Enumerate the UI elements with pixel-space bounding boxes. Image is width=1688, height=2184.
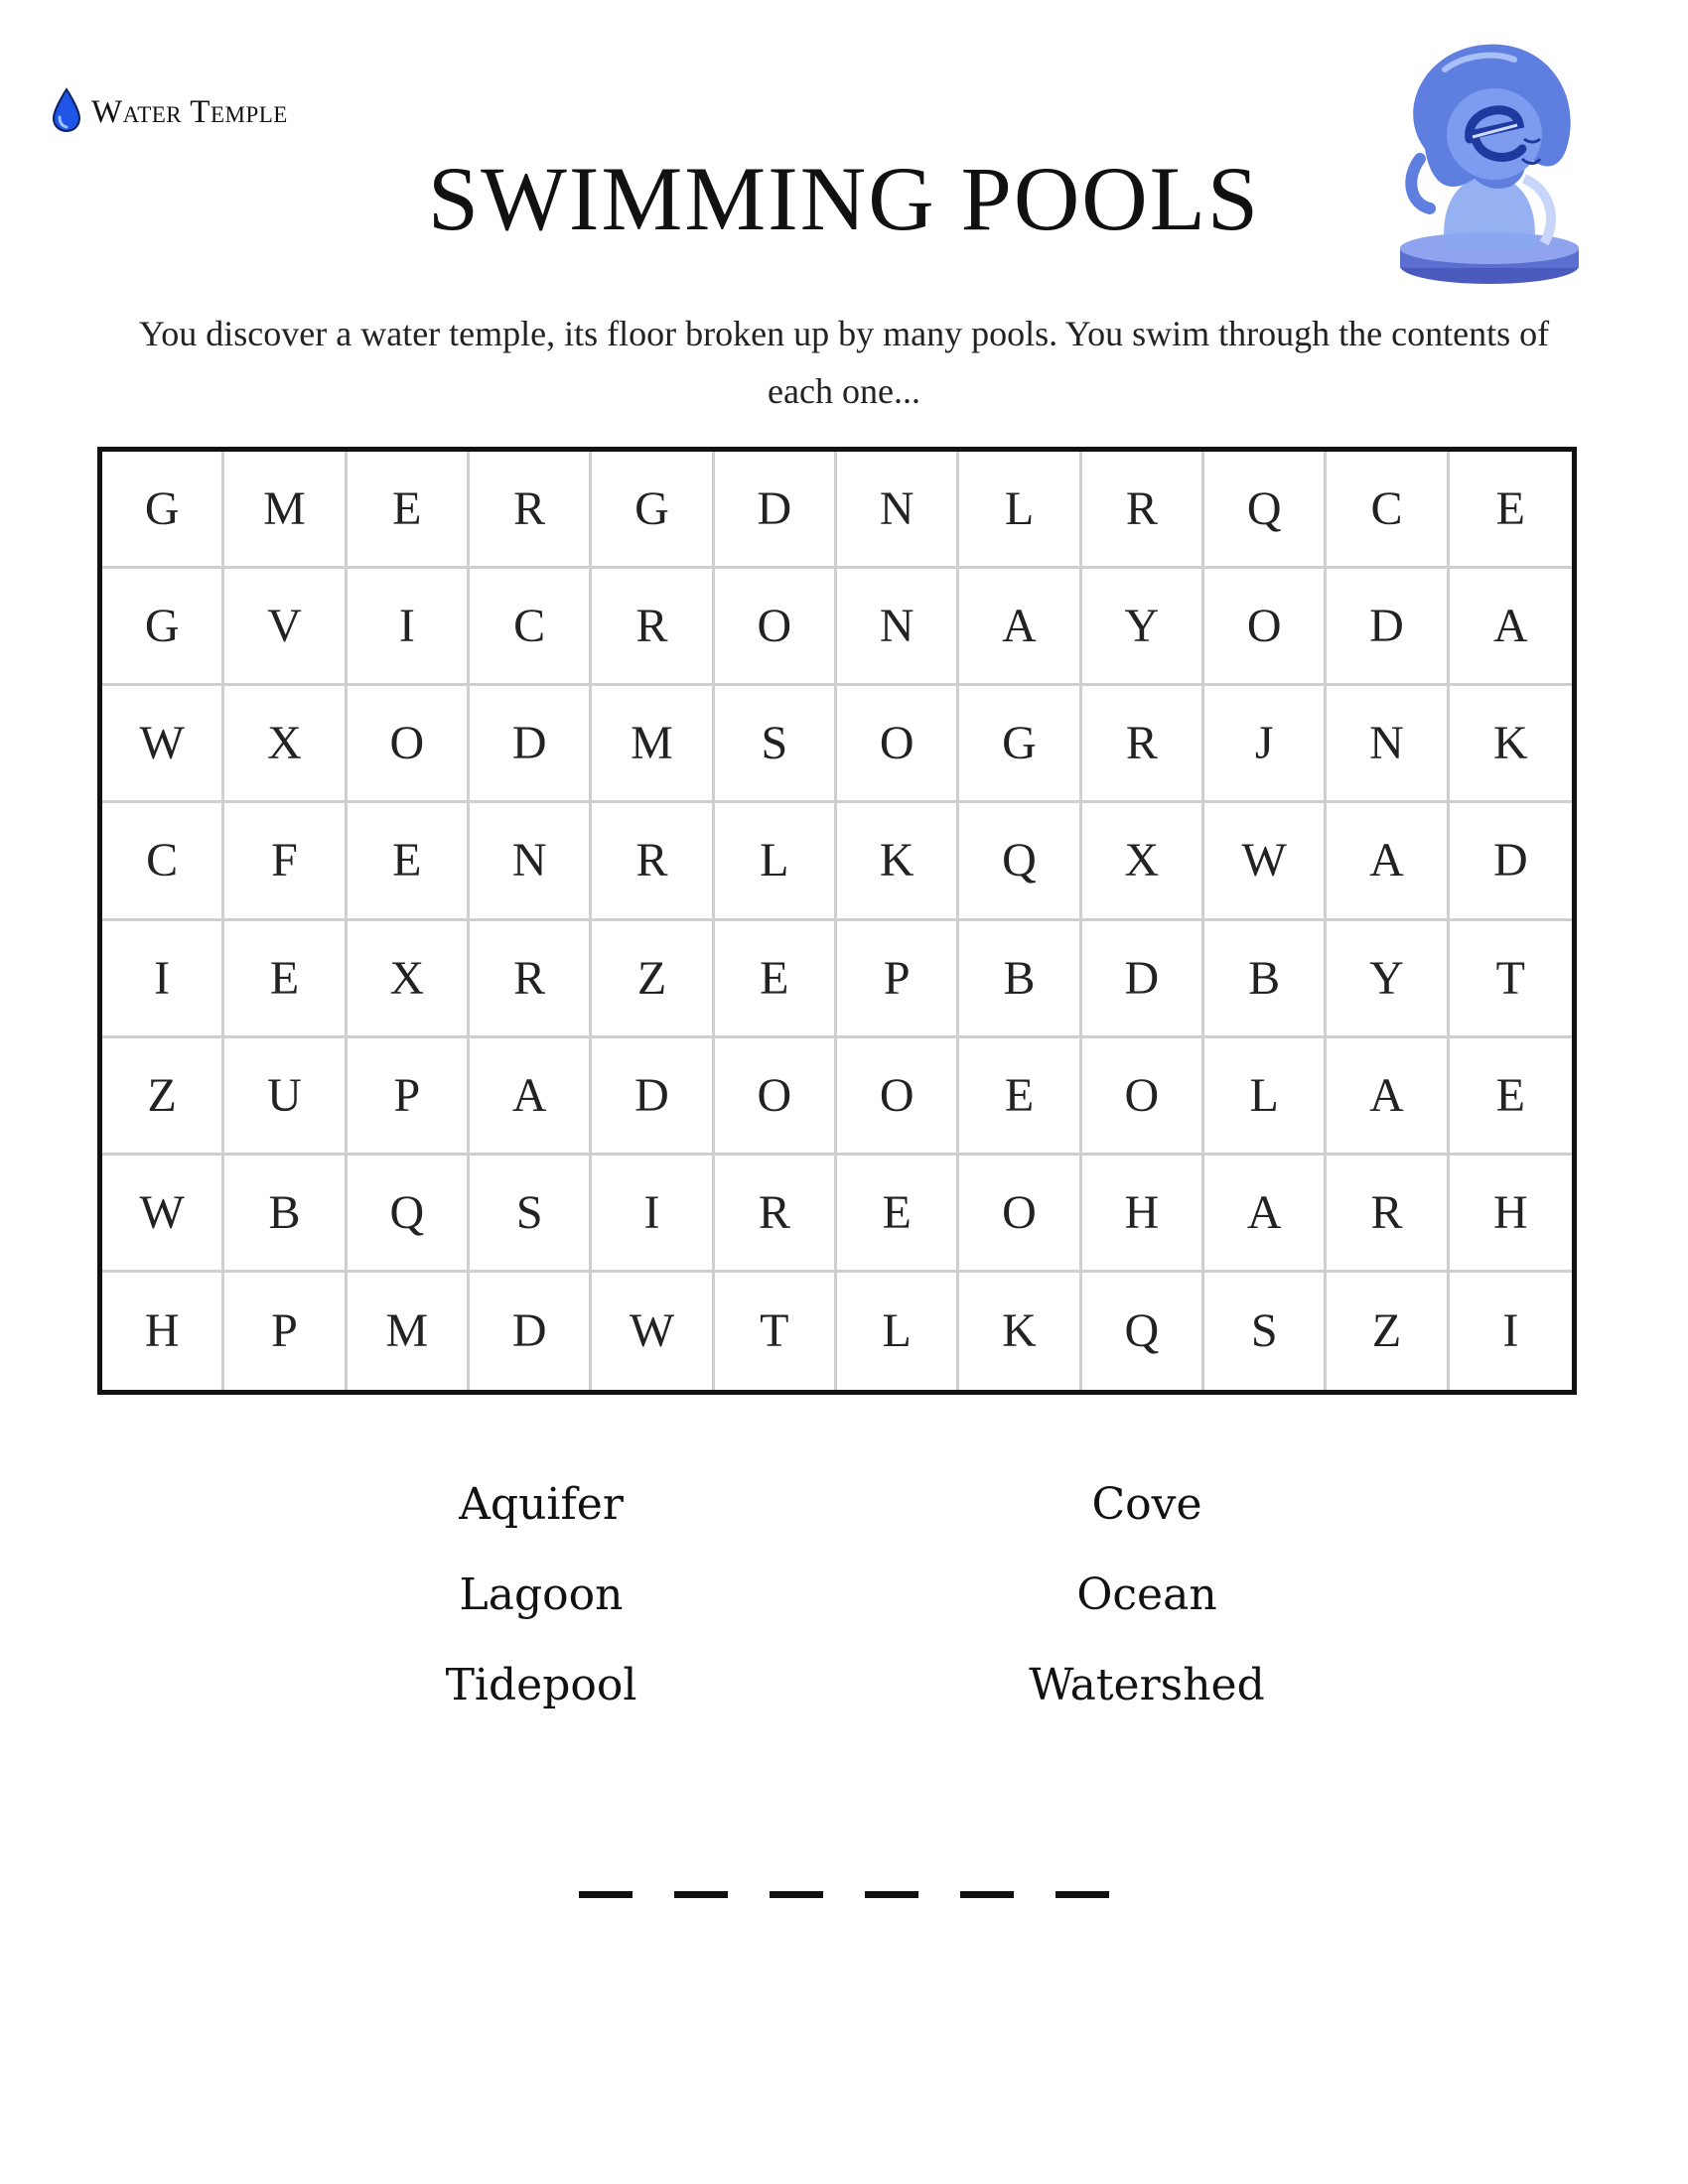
grid-cell[interactable]: A	[1327, 803, 1449, 920]
grid-cell[interactable]: R	[715, 1156, 837, 1273]
grid-cell[interactable]: T	[715, 1273, 837, 1390]
grid-cell[interactable]: I	[1502, 1304, 1519, 1358]
grid-cell[interactable]: E	[715, 921, 837, 1038]
grid-cell[interactable]: P	[224, 1273, 347, 1390]
grid-cell[interactable]: D	[592, 1038, 714, 1156]
answer-blank[interactable]	[579, 1891, 633, 1898]
grid-cell[interactable]: O	[1082, 1038, 1204, 1156]
grid-cell[interactable]: Z	[102, 1038, 224, 1156]
grid-cell[interactable]: P	[837, 921, 959, 1038]
grid-cell[interactable]: T	[1450, 921, 1572, 1038]
grid-cell[interactable]: H	[1450, 1156, 1572, 1273]
grid-cell[interactable]: C	[1327, 452, 1449, 569]
grid-cell[interactable]: W	[102, 686, 224, 803]
grid-cell[interactable]: R	[1082, 686, 1204, 803]
grid-cell[interactable]: O	[1204, 569, 1327, 686]
grid-cell[interactable]: U	[224, 1038, 347, 1156]
grid-cell[interactable]: E	[348, 803, 470, 920]
grid-cell[interactable]: L	[959, 452, 1081, 569]
intro-text: You discover a water temple, its floor broken up by many pools. You swim through the contents of each one...	[138, 314, 1550, 411]
grid-cell[interactable]: I	[592, 1156, 714, 1273]
grid-cell[interactable]: X	[1082, 803, 1204, 920]
grid-cell[interactable]: G	[592, 452, 714, 569]
grid-cell[interactable]: G	[102, 452, 224, 569]
grid-cell[interactable]: D	[1082, 921, 1204, 1038]
grid-cell[interactable]: D	[715, 452, 837, 569]
water-drop-icon	[52, 87, 81, 137]
grid-cell[interactable]: Y	[1082, 569, 1204, 686]
grid-cell[interactable]: A	[959, 569, 1081, 686]
grid-cell[interactable]: K	[1450, 686, 1572, 803]
grid-cell[interactable]: X	[224, 686, 347, 803]
grid-cell[interactable]: L	[715, 803, 837, 920]
word-list-right	[899, 1469, 1395, 1740]
grid-cell[interactable]: E	[224, 921, 347, 1038]
grid-cell[interactable]: Q	[348, 1156, 470, 1273]
grid-cell[interactable]: M	[348, 1273, 470, 1390]
grid-cell[interactable]: R	[470, 452, 592, 569]
grid-cell[interactable]: R	[1327, 1156, 1449, 1273]
grid-cell[interactable]: R	[470, 921, 592, 1038]
grid-cell[interactable]: L	[837, 1273, 959, 1390]
grid-cell[interactable]: W	[102, 1156, 224, 1273]
grid-cell[interactable]: E	[959, 1038, 1081, 1156]
brand	[52, 87, 288, 137]
grid-cell[interactable]: R	[592, 569, 714, 686]
word-item: Watershed	[1029, 1660, 1265, 1710]
grid-cell[interactable]: E	[348, 452, 470, 569]
grid-cell[interactable]: S	[1204, 1273, 1327, 1390]
grid-cell[interactable]: Z	[592, 921, 714, 1038]
word-item: Ocean	[1076, 1570, 1217, 1620]
grid-cell[interactable]: X	[348, 921, 470, 1038]
grid-cell[interactable]: G	[959, 686, 1081, 803]
grid-cell[interactable]: O	[715, 1038, 837, 1156]
grid-cell[interactable]: R	[1082, 452, 1204, 569]
grid-cell[interactable]: B	[959, 921, 1081, 1038]
grid-cell[interactable]: A	[470, 1038, 592, 1156]
grid-cell[interactable]: N	[1327, 686, 1449, 803]
grid-cell[interactable]: O	[959, 1156, 1081, 1273]
grid-cell[interactable]: G	[102, 569, 224, 686]
grid-cell[interactable]: F	[224, 803, 347, 920]
grid-cell[interactable]: H	[102, 1273, 224, 1390]
word-item: Cove	[1091, 1479, 1202, 1530]
brand-name: Water Temple	[91, 93, 288, 130]
answer-blanks[interactable]	[0, 1891, 1688, 1898]
word-search-grid	[97, 447, 1577, 1395]
grid-cell[interactable]: Q	[1082, 1273, 1204, 1390]
answer-blank[interactable]	[960, 1891, 1014, 1898]
grid-cell[interactable]: N	[837, 569, 959, 686]
grid-cell[interactable]: A	[1450, 569, 1572, 686]
grid-cell[interactable]: P	[348, 1038, 470, 1156]
grid-cell[interactable]: Q	[959, 803, 1081, 920]
grid-cell[interactable]: E	[1450, 452, 1572, 569]
grid-cell[interactable]: S	[470, 1156, 592, 1273]
word-item: Aquifer	[459, 1479, 624, 1530]
grid-cell[interactable]: N	[470, 803, 592, 920]
grid-cell[interactable]: D	[470, 1273, 592, 1390]
grid-cell[interactable]: K	[959, 1273, 1081, 1390]
water-spirit-mascot-icon	[1385, 30, 1594, 293]
grid-cell[interactable]: M	[592, 686, 714, 803]
grid-cell[interactable]: H	[1082, 1156, 1204, 1273]
grid-cell[interactable]: J	[1204, 686, 1327, 803]
grid-cell[interactable]: W	[592, 1273, 714, 1390]
grid-cell[interactable]: W	[1204, 803, 1327, 920]
grid-cell[interactable]: N	[837, 452, 959, 569]
grid-cell[interactable]: B	[1204, 921, 1327, 1038]
grid-cell[interactable]: O	[348, 686, 470, 803]
grid-cell[interactable]: B	[224, 1156, 347, 1273]
grid-cell[interactable]: Q	[1204, 452, 1327, 569]
word-list-left	[293, 1469, 789, 1740]
grid-cell[interactable]: Y	[1327, 921, 1449, 1038]
grid-cell[interactable]: K	[837, 803, 959, 920]
page-title: SWIMMING POOLS	[427, 148, 1261, 249]
grid-cell[interactable]: O	[837, 686, 959, 803]
grid-cell[interactable]: A	[1204, 1156, 1327, 1273]
grid-cell[interactable]: L	[1204, 1038, 1327, 1156]
grid-cell[interactable]: D	[470, 686, 592, 803]
grid-cell[interactable]: M	[224, 452, 347, 569]
grid-cell[interactable]: I	[102, 921, 224, 1038]
answer-blank[interactable]	[674, 1891, 728, 1898]
grid-cell[interactable]: A	[1327, 1038, 1449, 1156]
grid-cell[interactable]: D	[1450, 803, 1572, 920]
word-item: Lagoon	[459, 1570, 624, 1620]
grid-cell[interactable]: V	[224, 569, 347, 686]
grid-cell[interactable]: O	[715, 569, 837, 686]
grid-cell[interactable]: Z	[1327, 1273, 1449, 1390]
grid-cell[interactable]: D	[1327, 569, 1449, 686]
answer-blank[interactable]	[1055, 1891, 1109, 1898]
grid-cell[interactable]: C	[102, 803, 224, 920]
grid-cell[interactable]: R	[592, 803, 714, 920]
grid-cell[interactable]: O	[837, 1038, 959, 1156]
grid-cell[interactable]: E	[837, 1156, 959, 1273]
grid-cell[interactable]: C	[470, 569, 592, 686]
answer-blank[interactable]	[865, 1891, 918, 1898]
grid-cell[interactable]: E	[1450, 1038, 1572, 1156]
grid-cell[interactable]: I	[348, 569, 470, 686]
grid-cell[interactable]: S	[715, 686, 837, 803]
word-item: Tidepool	[445, 1660, 637, 1710]
answer-blank[interactable]	[770, 1891, 823, 1898]
